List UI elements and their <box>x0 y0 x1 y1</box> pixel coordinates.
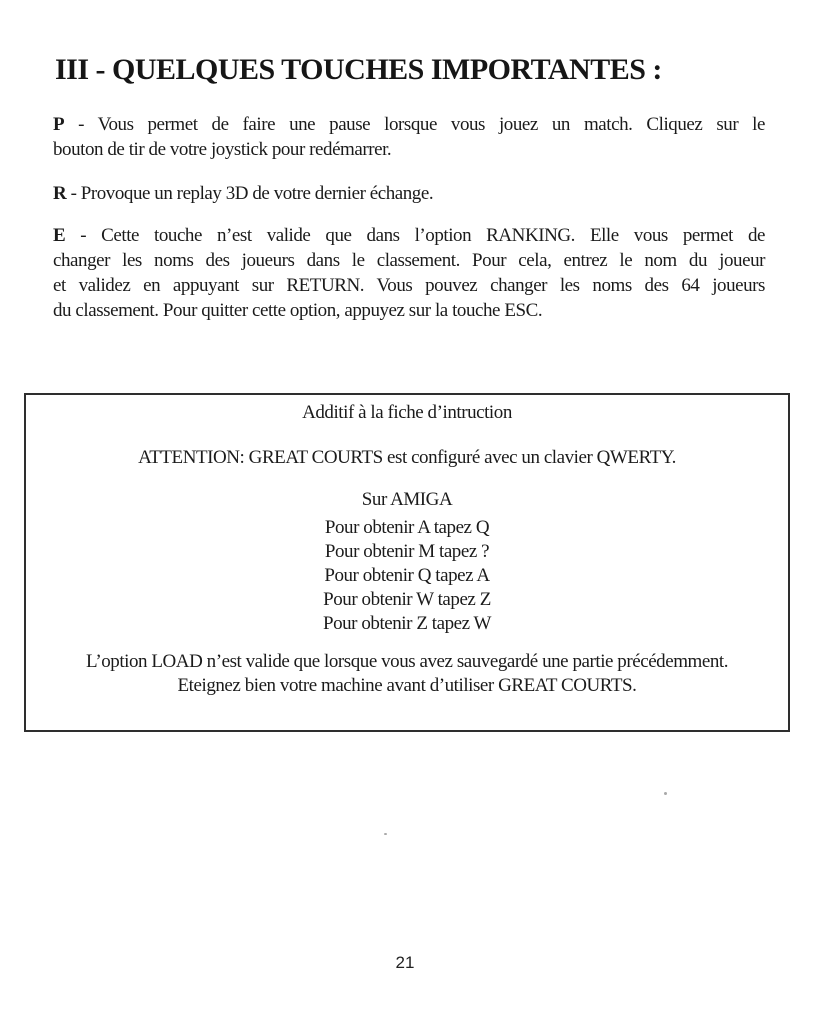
key-mapping-item: Pour obtenir W tapez Z <box>323 589 491 610</box>
text-line-content: - Vous permet de faire une pause lorsque vous jouez un match. Cliquez sur le <box>64 114 765 135</box>
addendum-load-note: L’option LOAD n’est valide que lorsque vous avez sauvegardé une partie précédemment. <box>85 651 729 672</box>
addendum-platform-label: Sur AMIGA <box>361 489 453 510</box>
key-letter-p: P <box>53 114 65 135</box>
addendum-power-note: Eteignez bien votre machine avant d’utiliser GREAT COURTS. <box>177 675 637 696</box>
key-mapping-list <box>26 516 788 636</box>
paragraph-key-p <box>53 112 765 162</box>
text-line-content: et validez en appuyant sur RETURN. Vous pouvez changer les noms des 64 joueurs <box>53 275 765 296</box>
text-line-content: bouton de tir de votre joystick pour redémarrer. <box>53 139 392 160</box>
text-line-content: du classement. Pour quitter cette option, appuyez sur la touche ESC. <box>53 300 543 321</box>
text-line <box>53 298 765 323</box>
page-title: III - QUELQUES TOUCHES IMPORTANTES : <box>55 53 662 86</box>
key-letter-e: E <box>53 225 66 246</box>
key-mapping-item: Pour obtenir A tapez Q <box>324 517 490 538</box>
key-mapping-item: Pour obtenir M tapez ? <box>324 541 490 562</box>
paragraph-key-r <box>53 181 765 206</box>
key-mapping-item: Pour obtenir Z tapez W <box>322 613 492 634</box>
text-line-content: - Provoque un replay 3D de votre dernier échange. <box>66 183 434 204</box>
text-line-content: - Cette touche n’est valide que dans l’option RANKING. Elle vous permet de <box>65 225 765 246</box>
text-line <box>53 112 765 137</box>
addendum-box <box>24 393 790 732</box>
key-mapping-item: Pour obtenir Q tapez A <box>324 565 490 586</box>
text-line <box>53 181 765 206</box>
scan-speck <box>384 833 387 835</box>
text-line <box>53 223 765 248</box>
addendum-attention-note: ATTENTION: GREAT COURTS est configuré avec un clavier QWERTY. <box>138 447 676 468</box>
key-letter-r: R <box>53 183 67 204</box>
addendum-heading: Additif à la fiche d’intruction <box>302 402 512 423</box>
text-line <box>53 273 765 298</box>
text-line <box>53 248 765 273</box>
scan-speck <box>664 792 667 795</box>
paragraph-key-e <box>53 223 765 323</box>
page-number: 21 <box>395 953 415 972</box>
text-line-content: changer les noms des joueurs dans le classement. Pour cela, entrez le nom du joueur <box>53 250 765 271</box>
text-line <box>53 137 765 162</box>
